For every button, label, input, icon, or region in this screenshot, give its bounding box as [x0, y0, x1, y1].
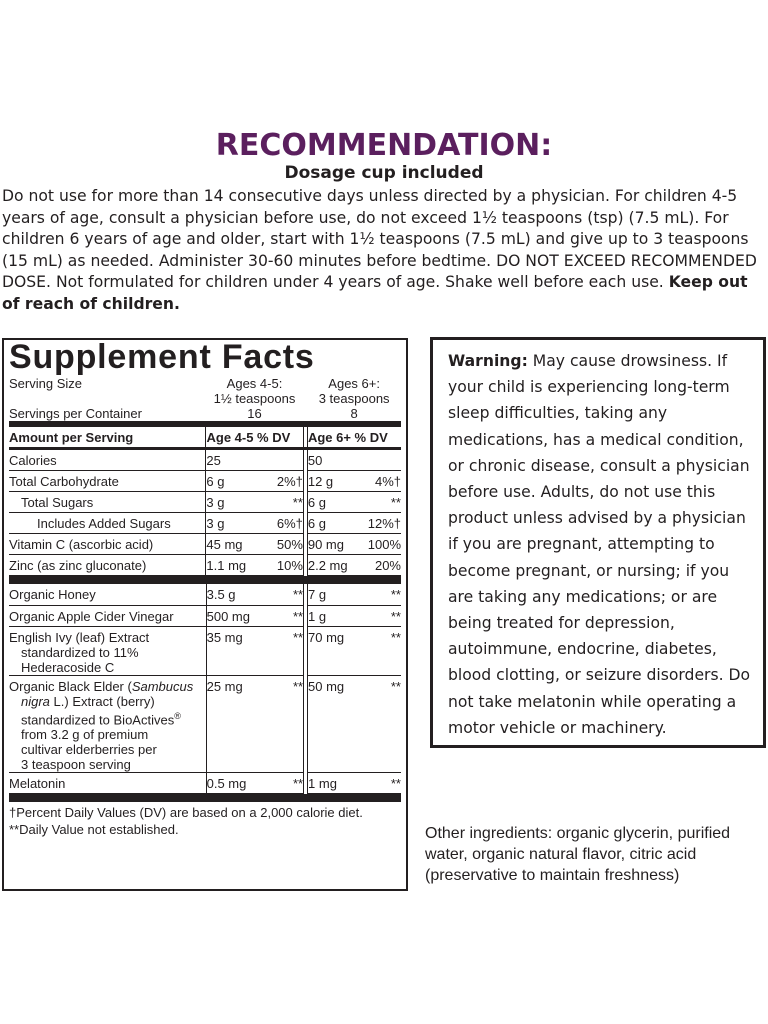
- col-b-value: [307, 513, 401, 534]
- warning-label: Warning:: [448, 352, 528, 370]
- col-a-value-dv: **: [292, 608, 304, 624]
- col-b-value-amount: 90 mg: [307, 537, 344, 552]
- col-a-value: [206, 555, 304, 576]
- ingredient-italic: nigra: [21, 693, 50, 709]
- footer-divider: [9, 794, 401, 802]
- ingredient-italic: Sambucus: [131, 678, 194, 694]
- recommendation-text: [2, 186, 766, 316]
- col-a-value-dv: **: [292, 775, 304, 791]
- nutrient-name: Vitamin C (ascorbic acid): [9, 534, 206, 555]
- ingredient-row: [9, 626, 401, 675]
- col-a-age: Ages 4-5:: [226, 376, 283, 391]
- ingredient-line: standardized to BioActives: [21, 711, 175, 727]
- recommendation-emphasis: Keep out of reach of children.: [2, 273, 748, 313]
- col-a-value-amount: 0.5 mg: [206, 775, 247, 791]
- col-a-value-dv: 50%: [276, 537, 303, 552]
- recommendation-title: RECOMMENDATION:: [215, 128, 553, 163]
- col-a-value: [206, 772, 303, 793]
- col-b-value: [307, 534, 401, 555]
- col-b-value-amount: 1 g: [308, 608, 327, 624]
- col-b-value-dv: **: [390, 608, 401, 624]
- col-a-value-amount: 35 mg: [206, 629, 243, 645]
- col-b-value-dv: 100%: [367, 537, 401, 552]
- col-a-value-dv: **: [292, 587, 304, 602]
- col-b-value-amount: 6 g: [307, 516, 326, 531]
- col-b-value-amount: 2.2 mg: [307, 558, 348, 573]
- col-a-value: [206, 675, 303, 772]
- col-a-value: [206, 534, 304, 555]
- nutrient-row: [9, 492, 401, 513]
- nutrient-row: [9, 450, 401, 471]
- col-a-value: [206, 450, 304, 471]
- col-b-value-amount: 7 g: [308, 587, 327, 602]
- col-b-age: Ages 6+:: [328, 376, 380, 391]
- col-a-value-dv: **: [292, 629, 304, 645]
- col-b-servings: 8: [307, 406, 401, 424]
- col-b-value-dv: **: [390, 775, 401, 791]
- col-b-value-amount: 70 mg: [308, 629, 345, 645]
- col-b-value: [308, 675, 401, 772]
- col-a-value-amount: 25: [206, 452, 221, 468]
- col-a-value-amount: 45 mg: [206, 537, 243, 552]
- ingredient-row: [9, 772, 401, 793]
- nutrient-table: [9, 427, 401, 450]
- col-a-value-amount: 3 g: [206, 495, 225, 510]
- nutrient-row: [9, 534, 401, 555]
- col-b-value-amount: 12 g: [307, 474, 334, 489]
- col-b-value: [307, 492, 401, 513]
- ingredient-line: from 3.2 g of premium: [21, 726, 149, 742]
- col-b-value-dv: 4%†: [374, 474, 401, 489]
- warning-box: [430, 337, 766, 748]
- nutrient-rows: [9, 450, 401, 577]
- ingredient-line: standardized to 11%: [21, 644, 139, 660]
- col-b-value-amount: 50: [307, 452, 323, 468]
- herbal-rows: [9, 584, 401, 794]
- nutrient-name: Includes Added Sugars: [9, 513, 206, 534]
- col-a-value: [206, 584, 303, 605]
- col-a-value-amount: 1.1 mg: [206, 558, 247, 573]
- nutrient-name: Total Carbohydrate: [9, 471, 206, 492]
- col-b-value-dv: 12%†: [367, 516, 401, 531]
- col-b-value: [307, 555, 401, 576]
- col-a-value-amount: 6 g: [206, 474, 225, 489]
- ingredient-name: [9, 626, 206, 675]
- ingredient-name: Organic Honey: [9, 584, 206, 605]
- ingredient-row: [9, 675, 401, 772]
- col-b-value: [308, 605, 401, 626]
- col-a-value-amount: 25 mg: [206, 678, 243, 694]
- recommendation-subtitle: Dosage cup included: [284, 163, 484, 183]
- warning-text: May cause drowsiness. If your child is experiencing long-term sleep difficulties, taking any medications, has a medical condition, or chronic disease, consult a physician before use. Adults, do not use this product unless advised by a physician if you are pregnant, attempting to become pregnant, or nursing; if you are taking any medications; or are being treated for depression, autoimmune, endocrine, diabetes, blood clotting, or seizure disorders. Do not take melatonin while operating a motor vehicle or machinery.: [448, 352, 751, 737]
- col-a-value: [206, 513, 304, 534]
- supplement-facts-title: Supplement Facts: [9, 338, 315, 376]
- recommendation-body: Do not use for more than 14 consecutive days unless directed by a physician. For children 4-5 years of age, consult a physician before use, do not exceed 1½ teaspoons (tsp) (7.5 mL). For children 6 years of age and older, start with 1½ teaspoons (7.5 mL) and give up to 3 teaspoons (15 mL) as needed. Administer 30-60 minutes before bedtime. DO NOT EXCEED RECOMMENDED DOSE. Not formulated for children under 4 years of age. Shake well before each use.: [2, 187, 757, 292]
- col-a-value-amount: 500 mg: [206, 608, 250, 624]
- col-b-value-dv: 20%: [374, 558, 401, 573]
- col-b-value: [307, 450, 401, 471]
- col-a-value: [206, 605, 303, 626]
- col-b-size: 3 teaspoons: [318, 391, 390, 406]
- nutrient-row: [9, 555, 401, 576]
- servings-label: Servings per Container: [9, 406, 206, 424]
- ingredient-line: English Ivy (leaf) Extract: [9, 629, 150, 645]
- col-b-value-dv: **: [390, 587, 401, 602]
- col-a-serving: [206, 374, 304, 406]
- ingredient-name: Melatonin: [9, 772, 206, 793]
- footnote-not-established: **Daily Value not established.: [9, 821, 179, 837]
- ingredient-name: Organic Apple Cider Vinegar: [9, 605, 206, 626]
- col-a-value-dv: 10%: [276, 558, 303, 573]
- nutrient-row: [9, 513, 401, 534]
- supplement-facts-table: [9, 374, 401, 427]
- other-ingredients: Other ingredients: organic glycerin, purified water, organic natural flavor, citric acid (preservative to maintain freshness): [425, 825, 731, 884]
- col-b-value: [308, 772, 401, 793]
- ingredient-line: Organic Black Elder (: [9, 678, 132, 694]
- serving-size-label: Serving Size: [9, 376, 82, 391]
- col-b-value-amount: 1 mg: [308, 775, 337, 791]
- ingredient-row: [9, 584, 401, 605]
- col-a-value-dv: **: [292, 678, 304, 694]
- col-a-header: Age 4-5 % DV: [206, 427, 304, 448]
- col-b-value: [308, 626, 401, 675]
- ingredient-line: L.) Extract (berry): [49, 693, 155, 709]
- supplement-facts-panel: [2, 338, 408, 891]
- col-b-value: [307, 471, 401, 492]
- nutrient-name: Zinc (as zinc gluconate): [9, 555, 206, 576]
- ingredient-name: [9, 675, 206, 772]
- registered-mark: ®: [174, 710, 181, 721]
- col-a-value: [206, 492, 304, 513]
- col-b-value-dv: **: [390, 678, 401, 694]
- section-divider: [9, 576, 401, 584]
- col-a-value: [206, 626, 303, 675]
- col-b-value-amount: 6 g: [307, 495, 326, 510]
- col-b-header: Age 6+ % DV: [307, 427, 401, 448]
- col-a-value-amount: 3.5 g: [206, 587, 236, 602]
- ingredient-row: [9, 605, 401, 626]
- ingredient-line: cultivar elderberries per: [21, 741, 157, 757]
- nutrient-row: [9, 471, 401, 492]
- col-b-serving: [307, 374, 401, 406]
- ingredient-line: 3 teaspoon serving: [21, 756, 131, 772]
- nutrient-name: Total Sugars: [9, 492, 206, 513]
- col-a-value-dv: 2%†: [276, 474, 303, 489]
- col-b-value-dv: **: [390, 629, 401, 645]
- col-b-value-dv: **: [390, 495, 401, 510]
- col-a-value: [206, 471, 304, 492]
- footnote-dv: †Percent Daily Values (DV) are based on a 2,000 calorie diet.: [9, 804, 363, 820]
- col-a-value-amount: 3 g: [206, 516, 225, 531]
- col-a-size: 1½ teaspoons: [213, 391, 296, 406]
- col-b-value: [308, 584, 401, 605]
- col-a-value-dv: 6%†: [276, 516, 303, 531]
- col-a-servings: 16: [206, 406, 304, 424]
- col-a-value-dv: **: [292, 495, 303, 510]
- amount-per-serving-label: Amount per Serving: [9, 427, 206, 448]
- ingredient-line: Hederacoside C: [21, 659, 115, 675]
- nutrient-name: Calories: [9, 450, 206, 471]
- footnotes: [9, 802, 401, 838]
- col-b-value-amount: 50 mg: [308, 678, 345, 694]
